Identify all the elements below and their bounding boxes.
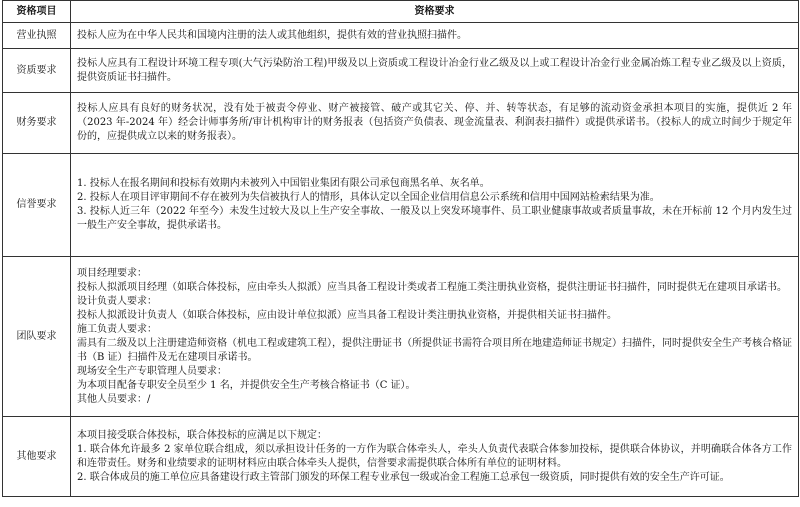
table-row-business-license [3, 23, 799, 49]
requirement-line: 投标人拟派项目经理（如联合体投标，应由牵头人拟派）应当具备工程设计类或者工程施工类注册执业资格，提供注册证书扫描件，同时提供无在建项目承诺书。 [77, 281, 787, 293]
requirement-line: 投标人应为在中华人民共和国境内注册的法人或其他组织，提供有效的营业执照扫描件。 [77, 29, 467, 41]
row-requirement [71, 154, 799, 257]
requirement-line: 施工负责人要求： [77, 323, 157, 335]
requirement-line: 其他人员要求：/ [77, 393, 151, 405]
row-requirement [71, 257, 799, 417]
requirement-line: 投标人拟派设计负责人（如联合体投标，应由设计单位拟派）应当具备工程设计类注册执业资格，并提供相关证书扫描件。 [77, 309, 617, 321]
row-item-label: 财务要求 [3, 93, 71, 154]
header-requirement: 资格要求 [71, 1, 799, 23]
requirement-line: 现场安全生产专职管理人员要求： [77, 365, 227, 377]
table-row-credit [3, 154, 799, 257]
requirement-line: 1. 联合体允许最多 2 家单位联合组成，须以承担设计任务的一方作为联合体牵头人，牵头人负责代表联合体参加投标，提供联合体协议，并明确联合体各方工作和连带责任。财务和业绩要求的证明材料应由联合体牵头人提供，信誉要求需提供联合体所有单位的证明材料。 [77, 443, 792, 469]
row-item-label: 资质要求 [3, 49, 71, 93]
requirement-line: 1. 投标人在报名期间和投标有效期内未被列入中国铝业集团有限公司承包商黑名单、灰名单。 [77, 178, 490, 189]
requirement-line: 项目经理要求： [77, 267, 147, 279]
requirement-line: 需具有二级及以上注册建造师资格（机电工程或建筑工程），提供注册证书（所提供证书需符合项目所在地建造师证书规定）扫描件，同时提供安全生产考核合格证书（B 证）扫描件及无在建项目承诺书。 [77, 337, 792, 363]
requirement-line: 2. 联合体成员的施工单位应具备建设行政主管部门颁发的环保工程专业承包一级或冶金工程施工总承包一级资质，同时提供有效的安全生产许可证。 [77, 471, 730, 483]
row-item-label: 信誉要求 [3, 154, 71, 257]
requirement-line: 投标人应具有良好的财务状况，没有处于被责令停业、财产被接管、破产或其它关、停、并、转等状态，有足够的流动资金承担本项目的实施，提供近 2 年（2023 年-2024 年）经会计师事务所/审计机构审计的财务报表（包括资产负债表、现金流量表、利润表扫描件）或提供承诺书。（投标人的成立时间少于规定年份的，应提供成立以来的财务报表）。 [77, 103, 792, 142]
requirement-line: 2. 投标人在项目评审期间不存在被列为失信被执行人的情形，具体认定以全国企业信用信息公示系统和信用中国网站检索结果为准。 [77, 192, 660, 203]
header-item: 资格项目 [3, 1, 71, 23]
row-item-label: 团队要求 [3, 257, 71, 417]
row-requirement [71, 93, 799, 154]
row-requirement [71, 49, 799, 93]
requirement-line: 为本项目配备专职安全员至少 1 名，并提供安全生产考核合格证书（C 证）。 [77, 379, 416, 391]
table-header-row [3, 1, 799, 23]
table-row-finance [3, 93, 799, 154]
row-item-label: 其他要求 [3, 417, 71, 497]
table-row-other [3, 417, 799, 497]
requirement-line: 3. 投标人近三年（2022 年至今）未发生过较大及以上生产安全事故、一般及以上突发环境事件、员工职业健康事故或者质量事故，未在开标前 12 个月内发生过一般生产安全事故，提供承诺书。 [77, 206, 792, 231]
requirement-line: 投标人应具有工程设计环境工程专项(大气污染防治工程)甲级及以上资质或工程设计冶金行业乙级及以上或工程设计冶金行业金属冶炼工程专业乙级及以上资质，提供资质证书扫描件。 [77, 57, 792, 83]
row-requirement [71, 417, 799, 497]
row-item-label: 营业执照 [3, 23, 71, 49]
row-requirement [71, 23, 799, 49]
table-row-team [3, 257, 799, 417]
requirement-line: 设计负责人要求： [77, 295, 157, 307]
requirement-line: 本项目接受联合体投标，联合体投标的应满足以下规定： [77, 429, 327, 441]
qualification-table [2, 0, 799, 497]
table-row-qualification [3, 49, 799, 93]
